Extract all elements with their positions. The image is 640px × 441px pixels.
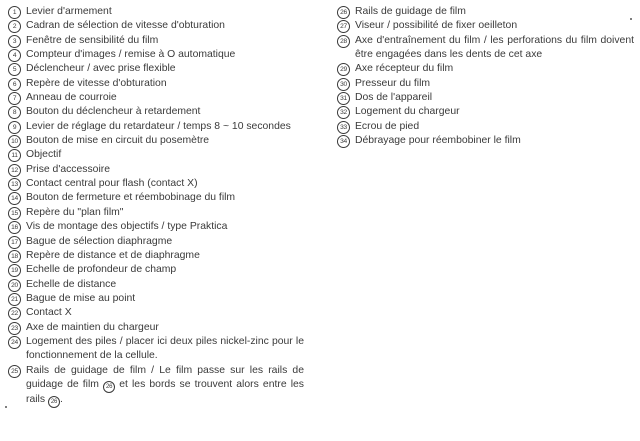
list-item bbox=[8, 306, 304, 320]
item-number: 15 bbox=[8, 207, 21, 220]
item-text: Bouton de fermeture et réembobinage du film bbox=[26, 192, 236, 204]
item-number: 5 bbox=[8, 63, 21, 76]
item-number: 28 bbox=[337, 35, 350, 48]
item-text: Contact X bbox=[26, 307, 72, 319]
item-text: Repère du "plan film" bbox=[26, 206, 124, 218]
item-text: Bouton de mise en circuit du posemètre bbox=[26, 135, 210, 147]
right-column bbox=[337, 5, 634, 148]
list-item bbox=[337, 5, 634, 19]
item-number: 23 bbox=[8, 322, 21, 335]
list-item bbox=[8, 48, 304, 62]
item-number: 19 bbox=[8, 264, 21, 277]
item-number: 12 bbox=[8, 164, 21, 177]
item-text: Dos de l'appareil bbox=[355, 92, 433, 104]
item-text: Rails de guidage de film bbox=[355, 6, 466, 17]
list-item bbox=[8, 19, 304, 33]
item-text: Compteur d'images / remise à O automatique bbox=[26, 49, 236, 61]
item-number: 9 bbox=[8, 121, 21, 134]
item-text: Bouton du déclencheur à retardement bbox=[26, 106, 201, 118]
item-text: Axe d'entraînement du film / les perforations du film doivent être engagées dans les dents de cet axe bbox=[355, 34, 634, 61]
list-item bbox=[8, 134, 304, 148]
item-number: 7 bbox=[8, 92, 21, 105]
list-item bbox=[337, 105, 634, 119]
list-item bbox=[8, 191, 304, 205]
list-item bbox=[337, 34, 634, 63]
list-item bbox=[337, 120, 634, 134]
list-item bbox=[8, 62, 304, 76]
item-number: 4 bbox=[8, 49, 21, 62]
list-item bbox=[8, 292, 304, 306]
list-item bbox=[8, 91, 304, 105]
list-item bbox=[8, 5, 304, 19]
item-number: 10 bbox=[8, 135, 21, 148]
item-text: Logement du chargeur bbox=[355, 106, 460, 118]
list-item bbox=[8, 278, 304, 292]
item-text: Viseur / possibilité de fixer oeilleton bbox=[355, 20, 518, 32]
item-number: 34 bbox=[337, 135, 350, 148]
item-number: 13 bbox=[8, 178, 21, 191]
item-text: Cadran de sélection de vitesse d'obturation bbox=[26, 20, 225, 32]
item-number: 26 bbox=[337, 6, 350, 19]
list-item bbox=[337, 77, 634, 91]
item-number: 20 bbox=[8, 279, 21, 292]
item-number: 3 bbox=[8, 35, 21, 48]
item-text: Bague de sélection diaphragme bbox=[26, 235, 173, 247]
item-number: 31 bbox=[337, 92, 350, 105]
item-text: Bague de mise au point bbox=[26, 292, 136, 304]
item-number: 14 bbox=[8, 192, 21, 205]
item-number: 25 bbox=[8, 365, 21, 378]
list-item bbox=[8, 206, 304, 220]
item-text: Levier d'armement bbox=[26, 6, 112, 17]
item-text bbox=[26, 364, 304, 408]
item-text: Axe récepteur du film bbox=[355, 63, 454, 75]
item-number: 18 bbox=[8, 250, 21, 263]
item-number: 33 bbox=[337, 121, 350, 134]
item-text: Déclencheur / avec prise flexible bbox=[26, 63, 176, 75]
item-text: Fenêtre de sensibilité du film bbox=[26, 34, 159, 46]
item-text-part: et les bords se trouvent alors entre les rails bbox=[26, 378, 304, 405]
list-item bbox=[337, 62, 634, 76]
item-number: 16 bbox=[8, 221, 21, 234]
item-number: 6 bbox=[8, 78, 21, 91]
list-item bbox=[8, 235, 304, 249]
item-number: 21 bbox=[8, 293, 21, 306]
list-item bbox=[8, 163, 304, 177]
item-text: Echelle de distance bbox=[26, 278, 117, 290]
list-item bbox=[8, 249, 304, 263]
list-item bbox=[8, 77, 304, 91]
cross-reference-number: 26 bbox=[103, 381, 115, 393]
item-number: 8 bbox=[8, 106, 21, 119]
item-text: Ecrou de pied bbox=[355, 120, 420, 132]
cross-reference-number: 26 bbox=[48, 396, 60, 408]
item-text-part: Rails de guidage de film / Le film passe sur les rails de guidage de film bbox=[26, 364, 304, 390]
item-number: 32 bbox=[337, 106, 350, 119]
left-column bbox=[8, 5, 304, 408]
list-item bbox=[337, 19, 634, 33]
item-text: Repère de distance et de diaphragme bbox=[26, 249, 200, 261]
item-number: 24 bbox=[8, 336, 21, 349]
list-item bbox=[8, 364, 304, 408]
item-text: Presseur du film bbox=[355, 77, 431, 89]
item-number: 27 bbox=[337, 20, 350, 33]
item-number: 1 bbox=[8, 6, 21, 19]
list-item bbox=[8, 321, 304, 335]
list-item bbox=[8, 220, 304, 234]
item-text: Prise d'accessoire bbox=[26, 163, 110, 175]
item-text: Débrayage pour réembobiner le film bbox=[355, 135, 521, 147]
list-item bbox=[337, 91, 634, 105]
item-number: 22 bbox=[8, 307, 21, 320]
item-text: Levier de réglage du retardateur / temps 8 ~ 10 secondes bbox=[26, 120, 291, 132]
item-number: 2 bbox=[8, 20, 21, 33]
item-number: 11 bbox=[8, 149, 21, 162]
item-text: Objectif bbox=[26, 149, 62, 161]
item-text: Contact central pour flash (contact X) bbox=[26, 178, 198, 190]
list-item bbox=[8, 105, 304, 119]
item-text: Vis de montage des objectifs / type Praktica bbox=[26, 221, 228, 233]
item-text-part: . bbox=[59, 393, 63, 405]
scan-speck bbox=[630, 18, 632, 20]
list-item bbox=[8, 34, 304, 48]
item-text: Repère de vitesse d'obturation bbox=[26, 77, 167, 89]
list-item bbox=[8, 148, 304, 162]
item-text: Echelle de profondeur de champ bbox=[26, 264, 177, 276]
item-number: 30 bbox=[337, 78, 350, 91]
item-text: Axe de maintien du chargeur bbox=[26, 321, 159, 333]
item-text: Anneau de courroie bbox=[26, 92, 117, 104]
list-item bbox=[8, 263, 304, 277]
list-item bbox=[337, 134, 634, 148]
item-text: Logement des piles / placer ici deux piles nickel-zinc pour le fonctionnement de la cellule. bbox=[26, 335, 304, 362]
item-number: 17 bbox=[8, 236, 21, 249]
list-item bbox=[8, 177, 304, 191]
list-item bbox=[8, 335, 304, 364]
item-number: 29 bbox=[337, 63, 350, 76]
scan-speck bbox=[5, 406, 7, 408]
list-item bbox=[8, 120, 304, 134]
